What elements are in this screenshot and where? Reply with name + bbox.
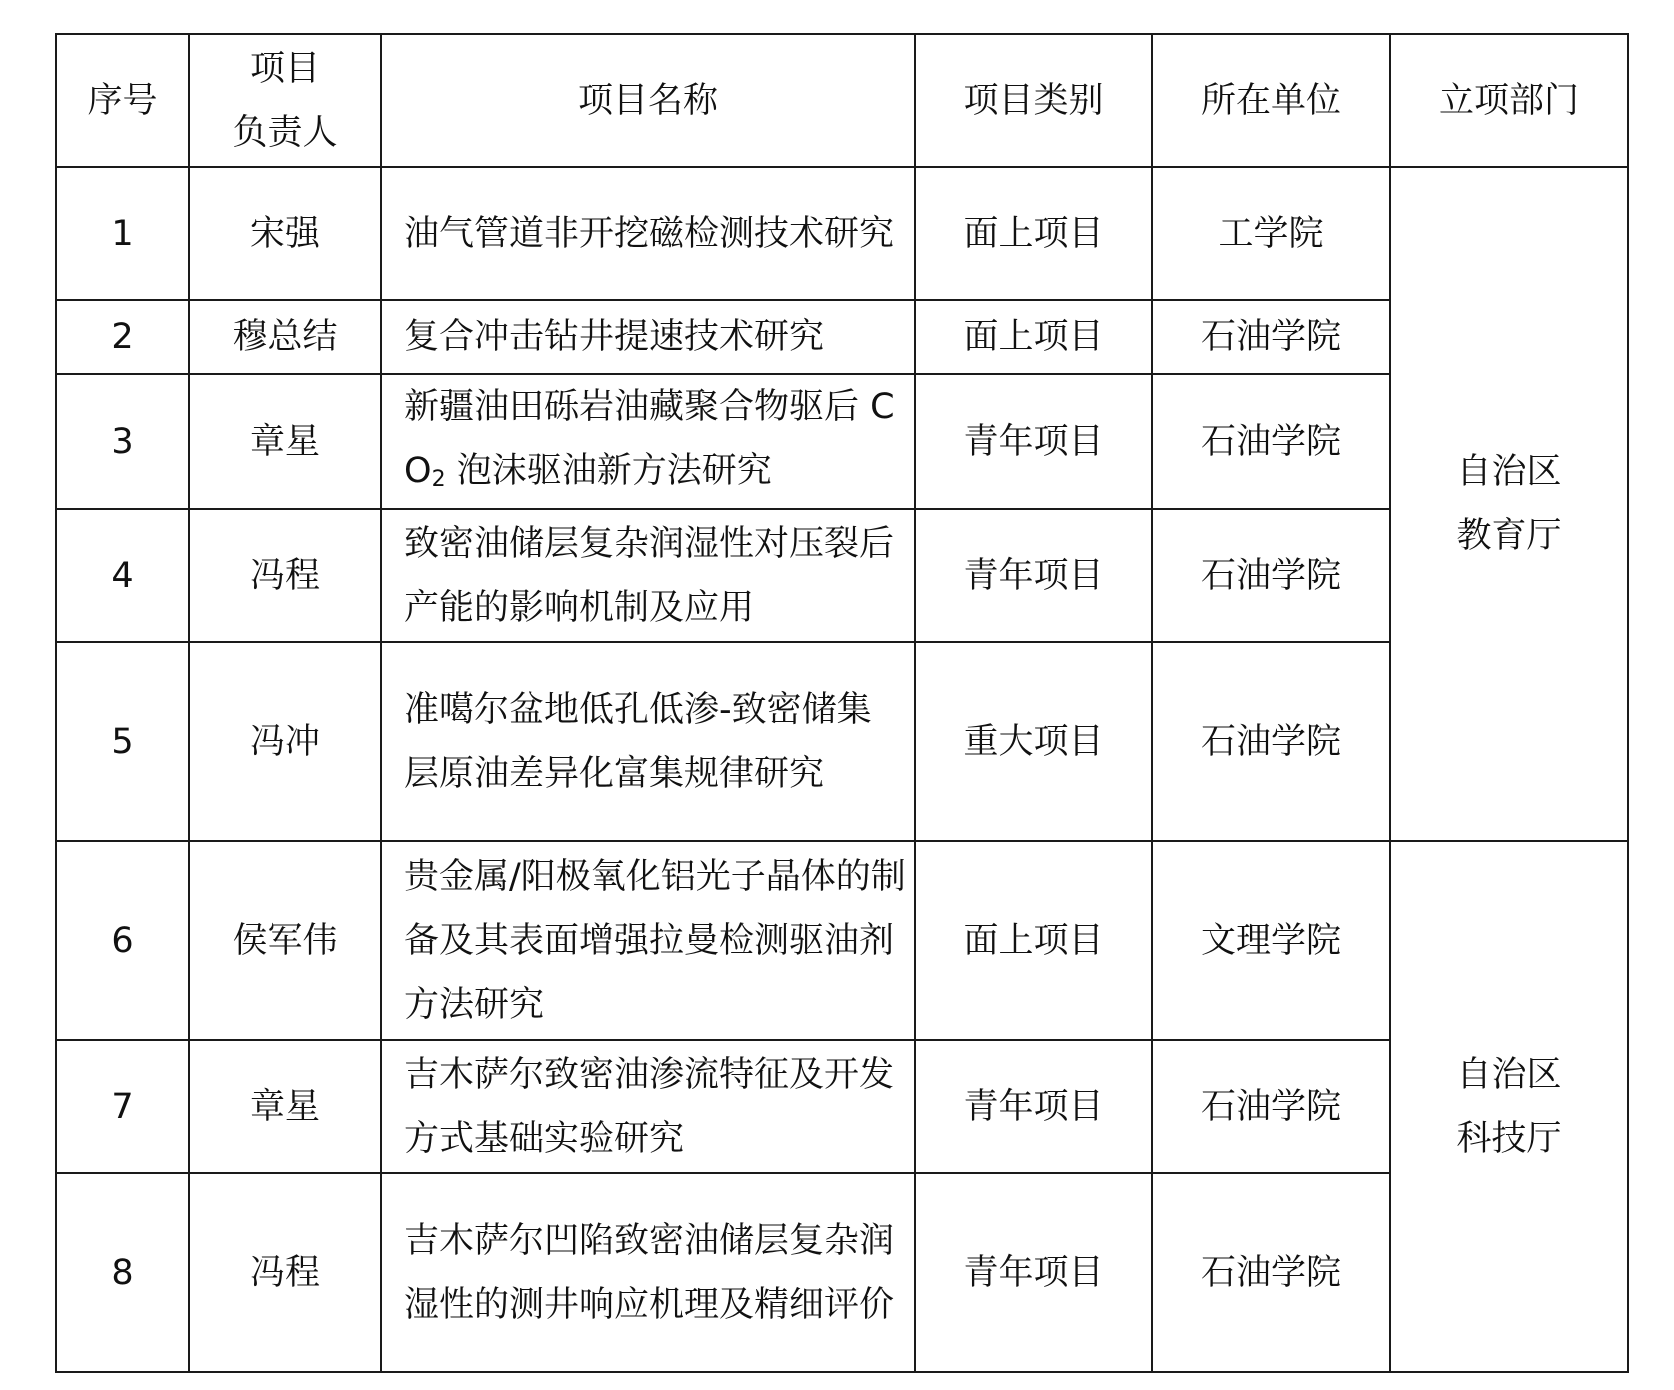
cell-unit: 石油学院 [1152, 300, 1390, 374]
header-leader [189, 34, 381, 167]
cell-index: 5 [56, 642, 189, 841]
cell-name: 贵金属/阳极氧化铝光子晶体的制备及其表面增强拉曼检测驱油剂方法研究 [381, 841, 915, 1040]
cell-unit: 石油学院 [1152, 1173, 1390, 1372]
table-row [56, 167, 1628, 300]
cell-category: 青年项目 [915, 1040, 1152, 1173]
header-index: 序号 [56, 34, 189, 167]
cell-index: 3 [56, 374, 189, 509]
table-row [56, 841, 1628, 1040]
cell-leader: 冯冲 [189, 642, 381, 841]
cell-index: 7 [56, 1040, 189, 1173]
cell-category: 青年项目 [915, 374, 1152, 509]
department-science-line2: 科技厅 [1456, 1118, 1562, 1159]
cell-leader: 宋强 [189, 167, 381, 300]
header-unit: 所在单位 [1152, 34, 1390, 167]
cell-department-education [1390, 167, 1628, 841]
cell-name: 准噶尔盆地低孔低渗-致密储集层原油差异化富集规律研究 [381, 642, 915, 841]
cell-index: 6 [56, 841, 189, 1040]
header-leader-line2: 负责人 [232, 112, 338, 153]
header-department: 立项部门 [1390, 34, 1628, 167]
cell-unit: 石油学院 [1152, 642, 1390, 841]
cell-index: 1 [56, 167, 189, 300]
cell-leader: 冯程 [189, 509, 381, 642]
cell-department-science [1390, 841, 1628, 1372]
cell-unit: 石油学院 [1152, 509, 1390, 642]
cell-unit: 石油学院 [1152, 374, 1390, 509]
cell-name [381, 374, 915, 509]
cell-index: 8 [56, 1173, 189, 1372]
cell-name: 油气管道非开挖磁检测技术研究 [381, 167, 915, 300]
cell-leader: 章星 [189, 1040, 381, 1173]
department-education-line1: 自治区 [1456, 452, 1562, 492]
cell-name: 致密油储层复杂润湿性对压裂后产能的影响机制及应用 [381, 509, 915, 642]
department-education-line2: 教育厅 [1456, 516, 1562, 556]
cell-leader: 冯程 [189, 1173, 381, 1372]
cell-name-part1: 新疆油田砾岩油藏聚合物驱后 CO [404, 387, 895, 491]
header-name: 项目名称 [381, 34, 915, 167]
project-table [55, 33, 1629, 1373]
header-leader-line1: 项目 [249, 48, 320, 89]
department-science-line1: 自治区 [1456, 1054, 1562, 1095]
cell-index: 2 [56, 300, 189, 374]
cell-unit: 文理学院 [1152, 841, 1390, 1040]
cell-category: 重大项目 [915, 642, 1152, 841]
cell-unit: 工学院 [1152, 167, 1390, 300]
cell-index: 4 [56, 509, 189, 642]
cell-category: 面上项目 [915, 167, 1152, 300]
cell-name-subscript: 2 [431, 467, 446, 492]
cell-leader: 侯军伟 [189, 841, 381, 1040]
cell-category: 面上项目 [915, 300, 1152, 374]
cell-category: 青年项目 [915, 1173, 1152, 1372]
header-category: 项目类别 [915, 34, 1152, 167]
cell-name-part2: 泡沫驱油新方法研究 [445, 451, 772, 491]
header-row [56, 34, 1628, 167]
cell-name: 吉木萨尔凹陷致密油储层复杂润湿性的测井响应机理及精细评价 [381, 1173, 915, 1372]
cell-leader: 穆总结 [189, 300, 381, 374]
cell-unit: 石油学院 [1152, 1040, 1390, 1173]
cell-leader: 章星 [189, 374, 381, 509]
cell-name: 复合冲击钻井提速技术研究 [381, 300, 915, 374]
cell-category: 面上项目 [915, 841, 1152, 1040]
cell-name: 吉木萨尔致密油渗流特征及开发方式基础实验研究 [381, 1040, 915, 1173]
cell-category: 青年项目 [915, 509, 1152, 642]
